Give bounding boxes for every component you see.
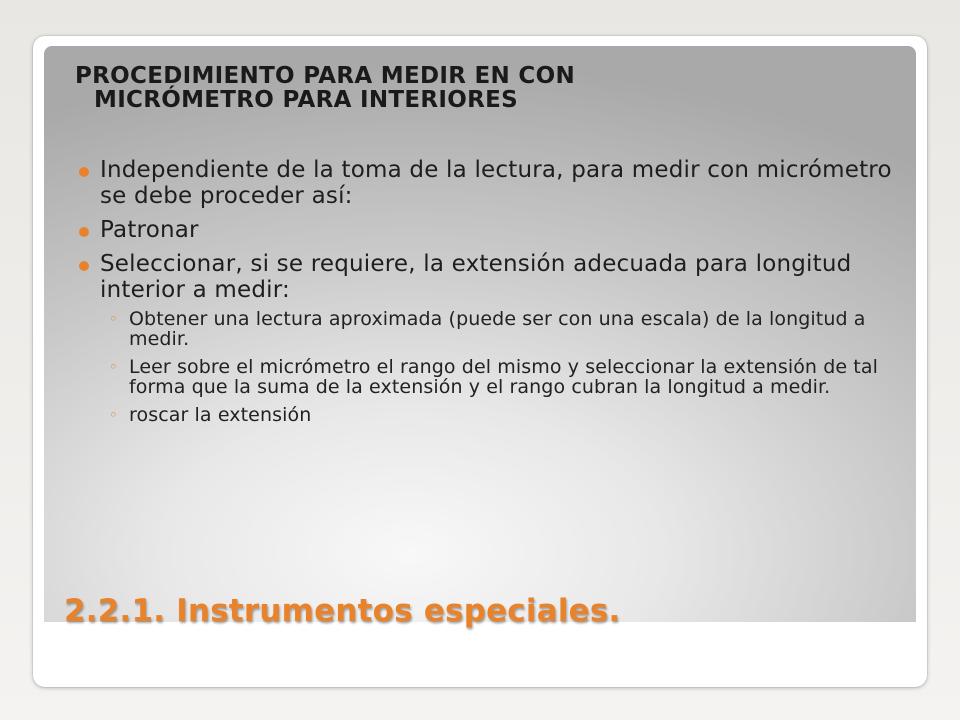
- bullet-content: [79, 157, 909, 433]
- heading-line-2: MICRÓMETRO PARA INTERIORES: [94, 87, 519, 113]
- bullet-item: [79, 251, 909, 425]
- sub-bullet-text: Leer sobre el micrómetro el rango del mismo y seleccionar la extensión de tal forma que la suma de la extensión y el rango cubran la longitud a medir.: [129, 356, 878, 398]
- heading-line-1: PROCEDIMIENTO PARA MEDIR EN CON: [75, 63, 575, 89]
- bullet-list: [79, 157, 909, 425]
- bullet-text: Seleccionar, si se requiere, la extensión adecuada para longitud interior a medir:: [100, 251, 852, 303]
- sub-bullet-list: [100, 309, 909, 425]
- bullet-dot-icon: [79, 227, 89, 237]
- bullet-dot-icon: [79, 261, 89, 271]
- sub-bullet-item: [100, 405, 909, 425]
- bullet-text: Patronar: [100, 217, 199, 243]
- bullet-item: [79, 217, 909, 243]
- bullet-dot-icon: [79, 167, 89, 177]
- bullet-item: [79, 157, 909, 209]
- sub-bullet-text: Obtener una lectura aproximada (puede ser con una escala) de la longitud a medir.: [129, 308, 866, 350]
- slide-title: 2.2.1. Instrumentos especiales.: [64, 593, 621, 629]
- sub-bullet-icon: ◦: [109, 358, 118, 376]
- sub-bullet-icon: ◦: [109, 406, 118, 424]
- bullet-text: Independiente de la toma de la lectura, para medir con micrómetro se debe proceder así:: [100, 157, 892, 209]
- sub-bullet-icon: ◦: [109, 310, 118, 328]
- sub-bullet-item: [100, 309, 909, 349]
- sub-bullet-text: roscar la extensión: [129, 404, 312, 426]
- sub-bullet-item: [100, 357, 909, 397]
- slide-heading: [75, 64, 795, 112]
